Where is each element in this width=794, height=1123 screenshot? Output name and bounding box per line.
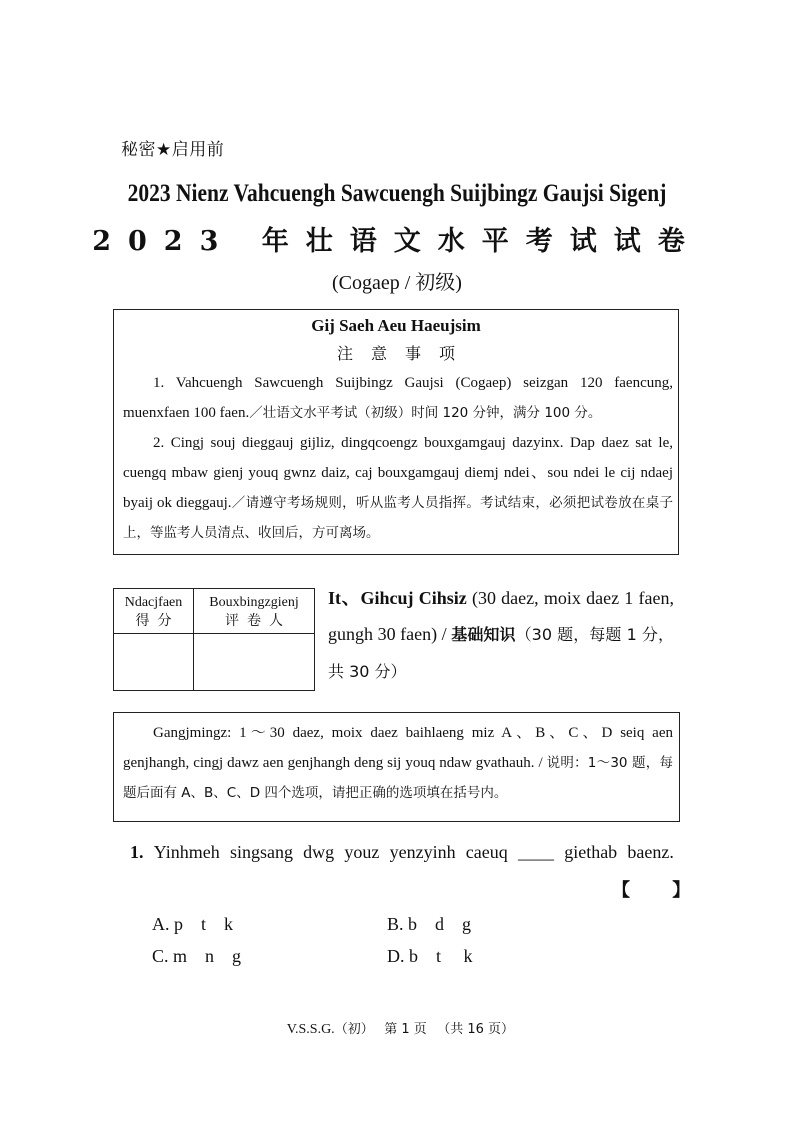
confidential-label: 秘密★启用前 <box>121 140 225 160</box>
option-a[interactable]: A. p t k <box>152 914 233 934</box>
grader-header <box>194 589 314 634</box>
grader-cell[interactable] <box>194 634 314 690</box>
question-word: dwg <box>303 842 335 862</box>
exam-level: (Cogaep / 初级) <box>332 272 462 294</box>
footer-level: （初） <box>334 1022 374 1037</box>
option-b[interactable]: B. b d g <box>387 914 472 934</box>
instructions-box <box>113 712 680 822</box>
notice-item-1-chinese: ／壮语文水平考试（初级）时间 120 分钟，满分 100 分。 <box>249 405 602 421</box>
section-heading <box>328 580 674 690</box>
question-number: 1. <box>130 842 144 862</box>
question-word: singsang <box>229 842 293 862</box>
grader-header-label: Bouxbingzgienj <box>209 595 299 610</box>
score-header <box>114 589 194 634</box>
footer-page: 第 1 页 <box>384 1022 427 1037</box>
section-title-chinese: 基础知识 <box>451 625 516 644</box>
notice-item-1-text: 1. Vahcuengh Sawcuengh Suijbingz Gaujsi (Cogaep) seizgan 120 faencung, muenxfaen 100 faen. <box>123 375 673 421</box>
score-header-chinese: 得分 <box>135 613 180 629</box>
question-word: Yinhmeh <box>153 842 220 862</box>
notice-title: Gij Saeh Aeu Haeujsim <box>311 316 481 335</box>
question-1-stem <box>130 842 674 863</box>
exam-title-chinese: 2023 年壮语文水平考试试卷 <box>92 226 702 257</box>
footer-total: （共 16 页） <box>437 1022 515 1037</box>
instructions-zhuang: Gangjmingz: 1～30 daez, moix daez baihlaeng miz A、B、C、D seiq aen genjhangh, cingj dawz aen genjhangh deng sij youq ndaw gvathauh. / <box>123 725 673 771</box>
notice-title-chinese: 注意事项 <box>336 344 473 363</box>
instructions-text <box>123 718 673 808</box>
answer-blank: ____ <box>517 842 554 862</box>
notice-item-1 <box>123 368 673 428</box>
notice-box <box>113 309 679 555</box>
notice-item-2 <box>123 428 673 548</box>
instructions-chinese: 说明：1～30 题，每题后面有 A、B、C、D 四个选项，请把正确的选项填在括号内。 <box>123 755 673 801</box>
section-desc-chinese: （30 题，每题 1 分，共 30 分） <box>328 625 674 681</box>
question-word: baenz. <box>627 842 674 862</box>
score-cell[interactable] <box>114 634 194 690</box>
notice-item-2-text: 2. Cingj souj dieggauj gijliz, dingqcoengz bouxgamgauj dazyinx. Dap daez sat le, cuengq mbaw gienj youq gwnz daiz, caj bouxgamgauj diemj ndei、sou ndei le cij ndaej byaij ok dieggauj. <box>123 435 673 511</box>
option-c[interactable]: C. m n g <box>152 946 242 966</box>
question-word: youz <box>344 842 380 862</box>
footer-code: V.S.S.G. <box>286 1022 335 1037</box>
grader-header-chinese: 评卷人 <box>225 613 291 629</box>
notice-item-2-chinese: ／请遵守考场规则，听从监考人员指挥。考试结束，必须把试卷放在桌子上，等监考人员清点、收回后，方可离场。 <box>123 495 673 541</box>
question-word: caeuq <box>465 842 508 862</box>
section-title: It、Gihcuj Cihsiz <box>328 588 467 608</box>
option-d[interactable]: D. b t k <box>387 946 473 966</box>
page-footer <box>0 1002 794 1038</box>
question-word: giethab <box>564 842 618 862</box>
exam-title-zhuang: 2023 Nienz Vahcuengh Sawcuengh Suijbingz Gaujsi Sigenj <box>127 180 667 207</box>
score-table <box>113 588 315 691</box>
question-word: yenzyinh <box>389 842 456 862</box>
answer-bracket[interactable]: 【 】 <box>612 880 709 901</box>
section-desc: (30 daez, moix daez 1 faen, gungh 30 faen) / <box>328 588 675 644</box>
score-header-label: Ndacjfaen <box>124 595 183 610</box>
